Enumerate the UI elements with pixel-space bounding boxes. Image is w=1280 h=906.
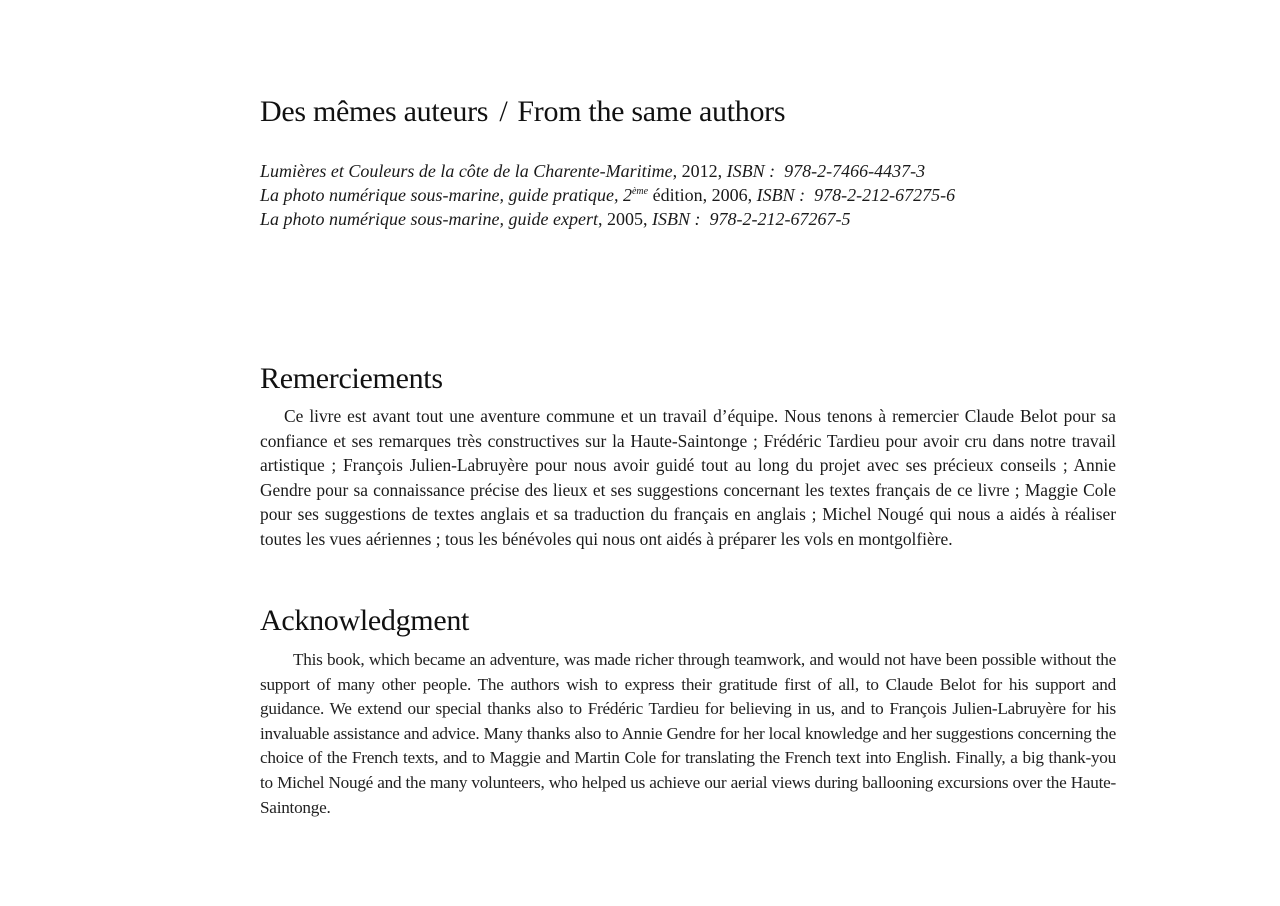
remerciements-paragraph: Ce livre est avant tout une aventure commune et un travail d’équipe. Nous tenons à remercier Claude Belot pour sa confiance et ses remarques très constructives sur la Haute-Saintonge ; Frédéric Tardieu pour avoir cru dans notre travail artistique ; François Julien-Labruyère pour nous avoir guidé tout au long du projet avec ses précieux conseils ; Annie Gendre pour sa connaissance précise des lieux et ses suggestions concernant les textes français de ce livre ; Maggie Cole pour ses suggestions de textes anglais et sa traduction du français en anglais ; Michel Nougé qui nous a aidés à réaliser toutes les vues aériennes ; tous les bénévoles qui nous ont aidés à préparer les vols en montgolfière. — [260, 406, 1116, 549]
isbn-label: ISBN : — [756, 185, 806, 205]
book-year: , 2006, — [702, 185, 757, 205]
book-year: , 2012, — [672, 161, 727, 181]
acknowledgment-heading: Acknowledgment — [260, 604, 470, 637]
book-list — [260, 159, 1116, 231]
book-entry — [260, 159, 1116, 183]
book-title: La photo numérique sous-marine, guide pratique, 2 — [260, 185, 632, 205]
heading-separator: / — [499, 95, 508, 128]
same-authors-title-fr: Des mêmes auteurs — [260, 95, 489, 128]
book-title: Lumières et Couleurs de la côte de la Charente-Maritime — [260, 161, 673, 181]
isbn-label: ISBN : — [651, 209, 701, 229]
same-authors-section — [260, 92, 1116, 231]
same-authors-heading — [260, 92, 1116, 132]
book-title: La photo numérique sous-marine, guide expert — [260, 209, 598, 229]
isbn-number: 978-2-212-67275-6 — [814, 185, 956, 205]
remerciements-section — [260, 360, 1116, 552]
edition-superscript: ème — [631, 186, 649, 197]
remerciements-heading: Remerciements — [260, 362, 443, 395]
book-entry — [260, 183, 1116, 207]
isbn-number: 978-2-7466-4437-3 — [784, 161, 926, 181]
same-authors-title-en: From the same authors — [517, 95, 786, 128]
edition-word: édition — [648, 185, 703, 205]
isbn-label: ISBN : — [726, 161, 776, 181]
acknowledgment-section — [260, 602, 1116, 820]
book-year: , 2005, — [597, 209, 652, 229]
book-entry — [260, 207, 1116, 231]
isbn-number: 978-2-212-67267-5 — [709, 209, 851, 229]
acknowledgment-paragraph: This book, which became an adventure, was made richer through teamwork, and would not have been possible without the support of many other people. The authors wish to express their gratitude first of all, to Claude Belot for his support and guidance. We extend our special thanks also to Frédéric Tardieu for believing in us, and to François Julien-Labruyère for his invaluable assistance and advice. Many thanks also to Annie Gendre for her local knowledge and her suggestions concerning the choice of the French texts, and to Maggie and Martin Cole for translating the French text into English. Finally, a big thank-you to Michel Nougé and the many volunteers, who helped us achieve our aerial views during ballooning excursions over the Haute-Saintonge. — [260, 650, 1116, 817]
